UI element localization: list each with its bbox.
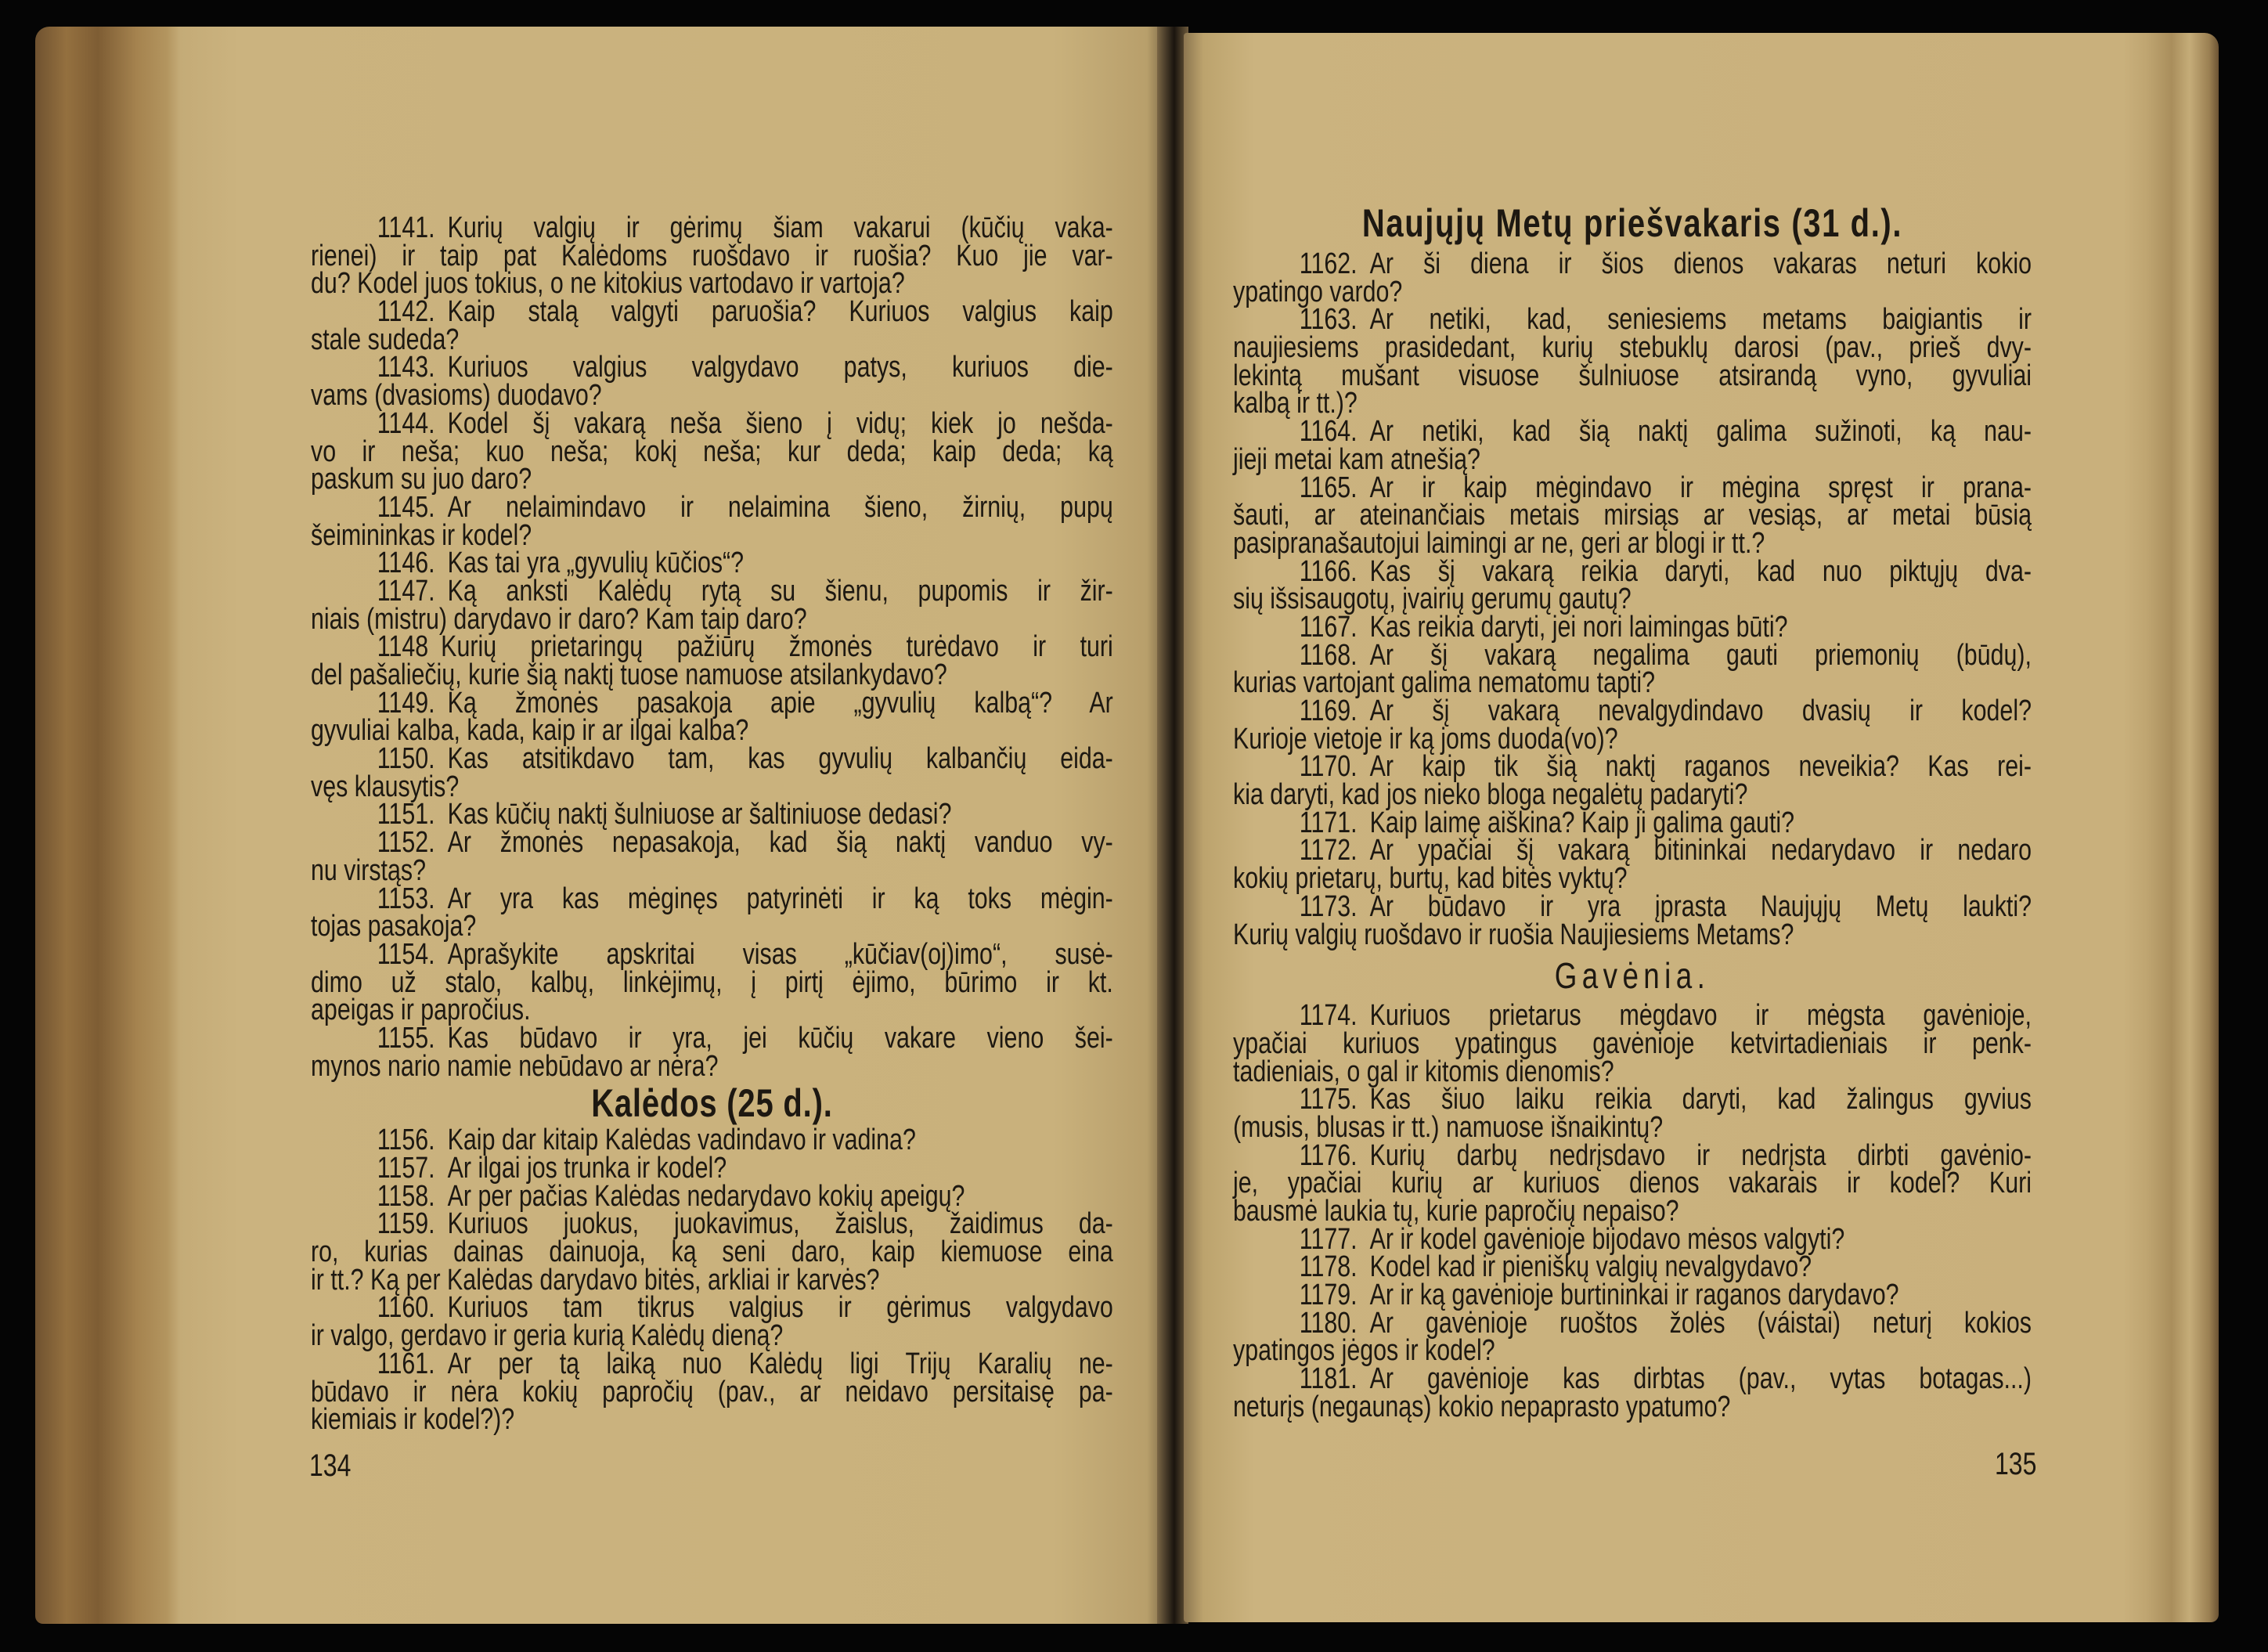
text-line (311, 994, 1113, 1027)
section-heading: Kalėdos (25 d.). (591, 1081, 833, 1126)
text-line (1233, 918, 2032, 951)
text-line (311, 1263, 1113, 1297)
text-line (311, 1375, 1113, 1409)
text-line (1233, 1138, 2032, 1172)
question-text: tojas pasakoja? (311, 910, 477, 943)
text-line (1233, 415, 2032, 449)
text-line (311, 546, 1113, 580)
question-item (1233, 471, 2032, 560)
question-item (1233, 1083, 2032, 1144)
question-item (311, 1021, 1113, 1083)
text-line (1233, 387, 2032, 420)
question-item (311, 630, 1113, 691)
question-number: 1156. (377, 1124, 435, 1157)
text-line (1233, 750, 2032, 784)
text-line (311, 211, 1113, 244)
question-text: vęs klausytis? (311, 770, 460, 803)
question-item (311, 826, 1113, 887)
text-line (1233, 1334, 2032, 1368)
question-item (1233, 1306, 2032, 1368)
text-line (311, 965, 1113, 999)
question-number: 1149. (377, 686, 435, 720)
question-text: lekintą mušant visuose šulniuose atsirandą vyno, gyvuliai (1233, 359, 2032, 392)
question-text: Ar šį vakarą negalima gauti priemonių (būdų), (1369, 638, 2032, 672)
question-item (1233, 999, 2032, 1088)
question-text: gyvuliai kalba, kada, kaip ir ar ilgai kalba? (311, 714, 749, 748)
question-text: Kas šį vakarą reikia daryti, kad nuo piktųjų dva- (1369, 554, 2032, 588)
question-number: 1175. (1299, 1083, 1358, 1116)
question-text: Ar per pačias Kalėdas nedarydavo kokių apeigų? (447, 1179, 965, 1213)
question-text: vams (dvasioms) duodavo? (311, 379, 602, 413)
text-line (1233, 862, 2032, 896)
question-text: niais (mistru) darydavo ir daro? Kam taip daro? (311, 602, 807, 636)
text-line (1233, 999, 2032, 1033)
question-item (311, 1347, 1113, 1437)
text-line (311, 1152, 1113, 1185)
question-text: Ar ši diena ir šios dienos vakaras neturi kokio (1369, 247, 2032, 280)
question-item (1233, 694, 2032, 756)
text-line (1233, 526, 2032, 560)
text-line (1233, 499, 2032, 532)
question-text: Ar šį vakarą nevalgydindavo dvasių ir kodel? (1369, 694, 2032, 727)
question-text: (musis, blusas ir tt.) namuose išnaikintų? (1233, 1110, 1664, 1144)
question-text: šauti, ar ateinančiais metais mirsiąs ar vesiąs, ar metai būsią (1233, 499, 2032, 532)
question-number: 1143. (377, 351, 435, 384)
question-item (1233, 1222, 2032, 1256)
question-text: ro, kurias dainas dainuoja, ką seni daro, kaip kiemuose eina (311, 1235, 1113, 1269)
question-text: kia daryti, kad jos nieko bloga negalėtų padaryti? (1233, 778, 1748, 812)
text-line (311, 910, 1113, 943)
question-text: kurias vartojant galima nematomu tapti? (1233, 666, 1656, 700)
text-line (311, 1179, 1113, 1213)
question-item (1233, 247, 2032, 308)
text-line (311, 742, 1113, 776)
question-item (311, 1152, 1113, 1185)
question-number: 1163. (1299, 303, 1358, 337)
question-number: 1168. (1299, 638, 1358, 672)
question-text: Ar nelaimindavo ir nelaimina šieno, žirnių, pupų (447, 490, 1113, 524)
question-item (1233, 638, 2032, 700)
text-line (311, 937, 1113, 971)
text-line (311, 1235, 1113, 1269)
text-line (1233, 1390, 2032, 1423)
question-text: naujiesiems prasidedant, kurių stebuklų darosi (pav., prieš dvy- (1233, 331, 2032, 365)
text-line (1233, 778, 2032, 812)
question-number: 1179. (1299, 1279, 1358, 1312)
text-line (311, 1021, 1113, 1055)
question-text: Ar žmonės nepasakoja, kad šią naktį vanduo vy- (447, 826, 1113, 860)
question-text: Ar ir kodel gavėnioje bijodavo mėsos valgyti? (1369, 1222, 1845, 1256)
question-text: pasipranašautojui laimingi ar ne, geri ar blogi ir tt.? (1233, 526, 1765, 560)
text-line (1233, 722, 2032, 756)
text-line (311, 379, 1113, 413)
question-number: 1162. (1299, 247, 1358, 280)
text-line (311, 1207, 1113, 1241)
question-text: Kas atsitikdavo tam, kas gyvulių kalbančių eida- (447, 742, 1113, 776)
question-text: ypatingos jėgos ir kodel? (1233, 1334, 1495, 1368)
question-text: Kas tai yra „gyvulių kūčios“? (447, 546, 745, 580)
question-text: Kuriuos juokus, juokavimus, žaislus, žaidimus da- (447, 1207, 1113, 1241)
text-line (1233, 610, 2032, 644)
page-number-left: 134 (309, 1448, 352, 1483)
text-line (1233, 1195, 2032, 1228)
question-item (311, 351, 1113, 413)
question-number: 1176. (1299, 1138, 1358, 1172)
question-text: dimo už stalo, kalbų, linkėjimų, į pirtį ėjimo, būrimo ir kt. (311, 965, 1113, 999)
question-text: Kuriuos prietarus mėgdavo ir mėgsta gavėnioje, (1369, 999, 2032, 1033)
text-line (1233, 359, 2032, 392)
left-page-text (311, 211, 1113, 1437)
question-text: Ar kaip tik šią naktį raganos neveikia? Kas rei- (1369, 750, 2032, 784)
text-line (311, 435, 1113, 468)
text-line (311, 770, 1113, 803)
question-text: Kurioje vietoje ir ką joms duoda(vo)? (1233, 722, 1618, 756)
text-line (311, 1403, 1113, 1437)
question-text: vo ir neša; kuo neša; kokį neša; kur deda; kaip deda; ką (311, 435, 1113, 468)
question-number: 1181. (1299, 1362, 1358, 1396)
question-number: 1150. (377, 742, 435, 776)
text-line (1233, 275, 2032, 308)
question-number: 1177. (1299, 1222, 1358, 1256)
question-text: neturįs (negaunąs) kokio nepaprasto ypatumo? (1233, 1390, 1731, 1423)
text-line (311, 686, 1113, 720)
text-line (1233, 1279, 2032, 1312)
question-item (1233, 554, 2032, 616)
question-text: Kuriuos tam tikrus valgius ir gėrimus valgydavo (447, 1291, 1113, 1325)
text-line (311, 853, 1113, 887)
question-text: Ar būdavo ir yra įprasta Naujųjų Metų laukti? (1369, 889, 2032, 923)
question-text: Ką žmonės pasakoja apie „gyvulių kalbą“? Ar (447, 686, 1113, 720)
question-item (311, 211, 1113, 301)
text-line (1233, 1250, 2032, 1284)
text-line (311, 574, 1113, 608)
text-line (311, 1049, 1113, 1083)
question-number: 1157. (377, 1152, 435, 1185)
question-text: bausmė laukia tų, kurie papročių nepaiso? (1233, 1195, 1679, 1228)
question-text: du? Kodel juos tokius, o ne kitokius vartodavo ir vartoja? (311, 267, 905, 301)
text-line (1233, 442, 2032, 476)
question-text: ir tt.? Ką per Kalėdas darydavo bitės, arkliai ir karvės? (311, 1263, 880, 1297)
question-item (1233, 750, 2032, 812)
question-number: 1178. (1299, 1250, 1358, 1284)
text-line (311, 1291, 1113, 1325)
text-line (1233, 1026, 2032, 1060)
text-line (311, 658, 1113, 691)
question-text: Kodel šį vakarą neša šieno į vidų; kiek jo nešda- (447, 406, 1113, 440)
question-text: stale sudeda? (311, 323, 460, 356)
question-text: Aprašykite apskritai visas „kūčiav(oj)imo“, susė- (447, 937, 1113, 971)
question-text: būdavo ir nėra kokių papročių (pav., ar neidavo persitaisę pa- (311, 1375, 1113, 1409)
question-text: nu virstąs? (311, 853, 426, 887)
text-line (311, 239, 1113, 272)
question-number: 1145. (377, 490, 435, 524)
question-text: Kurių valgių ruošdavo ir ruošia Naujiesiems Metams? (1233, 918, 1794, 951)
question-item (1233, 1138, 2032, 1228)
question-text: Ar ir kaip mėgindavo ir mėgina spręst ir prana- (1369, 471, 2032, 504)
question-item (311, 686, 1113, 748)
question-item (1233, 889, 2032, 951)
question-item (1233, 1250, 2032, 1284)
question-number: 1174. (1299, 999, 1358, 1033)
text-line (1233, 554, 2032, 588)
text-line (311, 323, 1113, 356)
question-text: ypatingo vardo? (1233, 275, 1403, 308)
text-line (311, 1319, 1113, 1353)
text-line (311, 602, 1113, 636)
text-line (311, 826, 1113, 860)
question-number: 1160. (377, 1291, 435, 1325)
question-item (311, 295, 1113, 356)
text-line (1233, 1362, 2032, 1396)
question-item (1233, 1362, 2032, 1423)
question-number: 1152. (377, 826, 435, 860)
text-line (311, 518, 1113, 552)
question-text: Ar ir ką gavėnioje burtininkai ir raganos darydavo? (1369, 1279, 1899, 1312)
question-number: 1148 (377, 630, 429, 664)
question-text: Kuriuos valgius valgydavo patys, kuriuos die- (447, 351, 1113, 384)
question-number: 1153. (377, 882, 435, 915)
question-number: 1161. (377, 1347, 435, 1380)
question-number: 1169. (1299, 694, 1358, 727)
text-line (1233, 889, 2032, 923)
question-text: Ar gavėnioje ruoštos žolės (váistai) neturį kokios (1369, 1306, 2032, 1340)
text-line (1233, 247, 2032, 280)
page-number-right: 135 (1995, 1447, 2037, 1481)
text-line (311, 490, 1113, 524)
question-text: Kas kūčių naktį šulniuose ar šaltiniuose dedasi? (447, 798, 952, 831)
text-line (1233, 303, 2032, 337)
section-heading: Gavėnia. (1554, 955, 1711, 997)
question-item (1233, 415, 2032, 476)
question-number: 1141. (377, 211, 435, 244)
question-number: 1151. (377, 798, 435, 831)
text-line (311, 267, 1113, 301)
question-text: Ar netiki, kad šią naktį galima sužinoti, ką nau- (1369, 415, 2032, 449)
question-item (311, 798, 1113, 831)
question-text: Ar yra kas mėginęs patyrinėti ir ką toks mėgin- (447, 882, 1113, 915)
question-text: Kas reikia daryti, jei nori laimingas būti? (1369, 610, 1788, 644)
question-number: 1144. (377, 406, 435, 440)
question-number: 1154. (377, 937, 435, 971)
text-line (311, 295, 1113, 329)
question-item (311, 882, 1113, 943)
text-line (311, 798, 1113, 831)
question-text: Kaip dar kitaip Kalėdas vadindavo ir vadina? (447, 1124, 916, 1157)
text-line (1233, 694, 2032, 727)
question-number: 1165. (1299, 471, 1358, 504)
text-line (1233, 638, 2032, 672)
question-text: šeimininkas ir kodel? (311, 518, 532, 552)
question-text: ypačiai kuriuos ypatingus gavėnioje ketvirtadieniais ir penk- (1233, 1026, 2032, 1060)
question-text: rienei) ir taip pat Kalėdoms ruošdavo ir ruošia? Kuo jie var- (311, 239, 1113, 272)
question-item (311, 1179, 1113, 1213)
question-item (1233, 610, 2032, 644)
question-item (311, 1124, 1113, 1157)
question-text: Kurių valgių ir gėrimų šiam vakarui (kūčių vaka- (447, 211, 1113, 244)
text-line (311, 1124, 1113, 1157)
question-number: 1173. (1299, 889, 1358, 923)
text-line (1233, 1306, 2032, 1340)
text-line (1233, 331, 2032, 365)
question-number: 1164. (1299, 415, 1358, 449)
text-line (1233, 1055, 2032, 1088)
question-item (1233, 834, 2032, 896)
text-line (311, 463, 1113, 496)
question-number: 1146. (377, 546, 435, 580)
question-text: tadieniais, o gal ir kitomis dienomis? (1233, 1055, 1614, 1088)
question-text: sių išsisaugotų, įvairių gerumų gautų? (1233, 583, 1632, 616)
question-text: Ką anksti Kalėdų rytą su šienu, pupomis ir žir- (447, 574, 1113, 608)
question-number: 1171. (1299, 806, 1358, 839)
question-number: 1155. (377, 1021, 435, 1055)
question-text: Ar per tą laiką nuo Kalėdų ligi Trijų Karalių ne- (447, 1347, 1113, 1380)
question-text: Kodel kad ir pieniškų valgių nevalgydavo? (1369, 1250, 1812, 1284)
text-line (1233, 1083, 2032, 1116)
section-heading: Naujųjų Metų priešvakaris (31 d.). (1361, 201, 1903, 245)
question-text: ir valgo, gerdavo ir geria kurią Kalėdų dieną? (311, 1319, 784, 1353)
question-text: Kas būdavo ir yra, jei kūčių vakare vieno šei- (447, 1021, 1113, 1055)
question-text: je, ypačiai kurių ar kuriuos dienos vakarais ir kodel? Kuri (1233, 1167, 2032, 1200)
question-text: apeigas ir papročius. (311, 994, 531, 1027)
question-text: Kaip laimę aiškina? Kaip ji galima gauti? (1369, 806, 1795, 839)
question-number: 1142. (377, 295, 435, 329)
text-line (1233, 583, 2032, 616)
question-number: 1158. (377, 1179, 435, 1213)
question-item (311, 406, 1113, 496)
question-text: Ar ilgai jos trunka ir kodel? (447, 1152, 727, 1185)
text-line (1233, 806, 2032, 839)
text-line (311, 714, 1113, 748)
text-line (1233, 471, 2032, 504)
text-line (311, 351, 1113, 384)
question-item (1233, 806, 2032, 839)
question-text: Kaip stalą valgyti paruošia? Kuriuos valgius kaip (447, 295, 1113, 329)
question-text: Ar netiki, kad, seniesiems metams baigiantis ir (1369, 303, 2032, 337)
question-item (311, 490, 1113, 552)
question-number: 1180. (1299, 1306, 1358, 1340)
question-item (1233, 303, 2032, 420)
question-text: Kurių prietaringų pažiūrų žmonės turėdavo ir turi (441, 630, 1113, 664)
question-number: 1159. (377, 1207, 435, 1241)
text-line (1233, 1222, 2032, 1256)
question-text: Kas šiuo laiku reikia daryti, kad žalingus gyvius (1369, 1083, 2032, 1116)
question-text: kokių prietarų, burtų, kad bitės vyktų? (1233, 862, 1628, 896)
question-text: mynos nario namie nebūdavo ar nėra? (311, 1049, 719, 1083)
right-page-text (1233, 196, 2032, 1422)
text-line (311, 630, 1113, 664)
question-item (1233, 1279, 2032, 1312)
text-line (1233, 1110, 2032, 1144)
text-line (311, 1347, 1113, 1380)
question-item (311, 1207, 1113, 1297)
question-text: Ar ypačiai šį vakarą bitininkai nedarydavo ir nedaro (1369, 834, 2032, 867)
question-item (311, 742, 1113, 803)
question-text: kiemiais ir kodel?)? (311, 1403, 515, 1437)
question-text: Ar gavėnioje kas dirbtas (pav., vytas botagas...) (1369, 1362, 2032, 1396)
question-number: 1166. (1299, 554, 1358, 588)
question-text: jieji metai kam atnešią? (1233, 442, 1480, 476)
text-line (311, 406, 1113, 440)
question-number: 1147. (377, 574, 435, 608)
question-number: 1172. (1299, 834, 1358, 867)
question-text: kalbą ir tt.)? (1233, 387, 1358, 420)
text-line (311, 882, 1113, 915)
text-line (1233, 834, 2032, 867)
question-text: del pašaliečių, kurie šią naktį tuose namuose atsilankydavo? (311, 658, 947, 691)
question-number: 1170. (1299, 750, 1358, 784)
question-number: 1167. (1299, 610, 1358, 644)
question-item (311, 1291, 1113, 1353)
question-item (311, 574, 1113, 636)
text-line (1233, 1167, 2032, 1200)
text-line (1233, 666, 2032, 700)
question-text: Kurių darbų nedrįsdavo ir nedrįsta dirbti gavėnio- (1369, 1138, 2032, 1172)
question-item (311, 937, 1113, 1027)
question-text: paskum su juo daro? (311, 463, 532, 496)
question-item (311, 546, 1113, 580)
